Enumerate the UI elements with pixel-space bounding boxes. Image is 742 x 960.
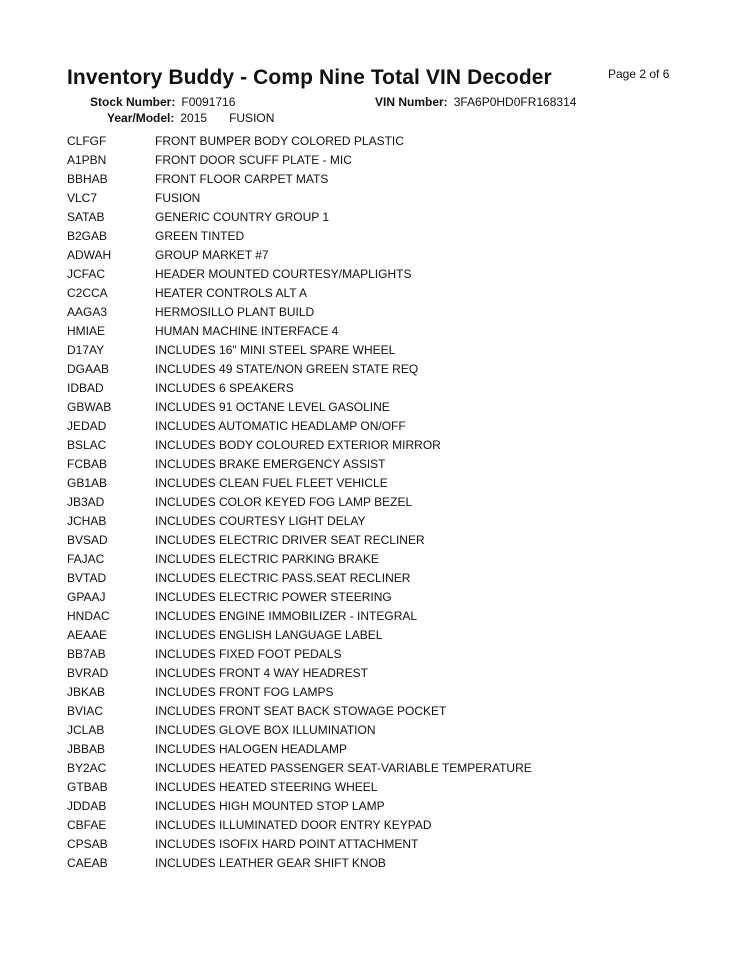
option-code: BSLAC <box>67 438 107 452</box>
option-row <box>67 588 687 607</box>
option-description: INCLUDES FRONT SEAT BACK STOWAGE POCKET <box>155 704 447 718</box>
option-row <box>67 303 687 322</box>
option-row <box>67 626 687 645</box>
option-description: INCLUDES ILLUMINATED DOOR ENTRY KEYPAD <box>155 818 432 832</box>
document-title: Inventory Buddy - Comp Nine Total VIN Decoder <box>67 66 552 89</box>
option-description: INCLUDES ELECTRIC PASS.SEAT RECLINER <box>155 571 411 585</box>
option-description: HEADER MOUNTED COURTESY/MAPLIGHTS <box>155 267 412 281</box>
option-code: AAGA3 <box>67 305 108 319</box>
option-code: JDDAB <box>67 799 107 813</box>
stock-number-value: F0091716 <box>181 95 236 109</box>
option-code: CAEAB <box>67 856 108 870</box>
option-code: ADWAH <box>67 248 112 262</box>
option-row <box>67 493 687 512</box>
option-row <box>67 531 687 550</box>
option-code: BVTAD <box>67 571 107 585</box>
option-row <box>67 208 687 227</box>
option-description: INCLUDES ELECTRIC PARKING BRAKE <box>155 552 379 566</box>
option-code: GPAAJ <box>67 590 106 604</box>
option-code: BY2AC <box>67 761 107 775</box>
option-code: B2GAB <box>67 229 108 243</box>
option-code: A1PBN <box>67 153 107 167</box>
model-value: FUSION <box>229 111 275 125</box>
option-description: FRONT DOOR SCUFF PLATE - MIC <box>155 153 352 167</box>
option-description: INCLUDES ELECTRIC DRIVER SEAT RECLINER <box>155 533 425 547</box>
option-description: GROUP MARKET #7 <box>155 248 269 262</box>
option-code: JBBAB <box>67 742 106 756</box>
option-code: HMIAE <box>67 324 106 338</box>
option-row <box>67 436 687 455</box>
option-row <box>67 398 687 417</box>
option-row <box>67 379 687 398</box>
option-code: JBKAB <box>67 685 106 699</box>
option-description: HUMAN MACHINE INTERFACE 4 <box>155 324 339 338</box>
option-code: CBFAE <box>67 818 107 832</box>
option-code: FCBAB <box>67 457 108 471</box>
vin-number-field <box>375 95 576 109</box>
option-row <box>67 778 687 797</box>
option-description: INCLUDES AUTOMATIC HEADLAMP ON/OFF <box>155 419 406 433</box>
option-description: INCLUDES BRAKE EMERGENCY ASSIST <box>155 457 386 471</box>
option-row <box>67 417 687 436</box>
option-description: HERMOSILLO PLANT BUILD <box>155 305 315 319</box>
option-code: BVSAD <box>67 533 108 547</box>
option-code: BB7AB <box>67 647 106 661</box>
option-description: INCLUDES CLEAN FUEL FLEET VEHICLE <box>155 476 388 490</box>
option-description: INCLUDES ENGLISH LANGUAGE LABEL <box>155 628 383 642</box>
option-description: GENERIC COUNTRY GROUP 1 <box>155 210 330 224</box>
option-row <box>67 170 687 189</box>
option-code: JCHAB <box>67 514 107 528</box>
option-row <box>67 854 687 873</box>
option-description: INCLUDES 91 OCTANE LEVEL GASOLINE <box>155 400 390 414</box>
year-model-label: Year/Model: <box>107 111 175 125</box>
option-description: INCLUDES 6 SPEAKERS <box>155 381 294 395</box>
option-code: SATAB <box>67 210 105 224</box>
option-description: INCLUDES HEATED PASSENGER SEAT-VARIABLE TEMPERATURE <box>155 761 532 775</box>
option-code: GB1AB <box>67 476 108 490</box>
vin-number-label: VIN Number: <box>375 95 448 109</box>
option-description: FRONT FLOOR CARPET MATS <box>155 172 329 186</box>
option-description: INCLUDES COURTESY LIGHT DELAY <box>155 514 366 528</box>
option-row <box>67 132 687 151</box>
option-row <box>67 569 687 588</box>
option-description: INCLUDES ENGINE IMMOBILIZER - INTEGRAL <box>155 609 418 623</box>
option-code: D17AY <box>67 343 105 357</box>
option-description: GREEN TINTED <box>155 229 245 243</box>
option-description: INCLUDES ELECTRIC POWER STEERING <box>155 590 392 604</box>
option-row <box>67 816 687 835</box>
option-row <box>67 550 687 569</box>
option-row <box>67 322 687 341</box>
year-model-field <box>107 111 274 125</box>
option-description: INCLUDES HALOGEN HEADLAMP <box>155 742 348 756</box>
option-code: JEDAD <box>67 419 107 433</box>
option-row <box>67 759 687 778</box>
option-code: VLC7 <box>67 191 98 205</box>
stock-number-label: Stock Number: <box>90 95 176 109</box>
option-code: CPSAB <box>67 837 108 851</box>
option-row <box>67 740 687 759</box>
option-description: INCLUDES FRONT FOG LAMPS <box>155 685 334 699</box>
option-description: FUSION <box>155 191 201 205</box>
option-code: FAJAC <box>67 552 105 566</box>
option-code: GTBAB <box>67 780 108 794</box>
option-row <box>67 360 687 379</box>
option-row <box>67 683 687 702</box>
option-row <box>67 645 687 664</box>
option-row <box>67 721 687 740</box>
option-description: INCLUDES HIGH MOUNTED STOP LAMP <box>155 799 385 813</box>
option-code: JCLAB <box>67 723 105 737</box>
stock-number-field <box>90 95 235 109</box>
option-description: INCLUDES FRONT 4 WAY HEADREST <box>155 666 368 680</box>
option-description: INCLUDES FIXED FOOT PEDALS <box>155 647 342 661</box>
option-code: HNDAC <box>67 609 110 623</box>
option-row <box>67 227 687 246</box>
option-description: INCLUDES HEATED STEERING WHEEL <box>155 780 378 794</box>
option-description: INCLUDES BODY COLOURED EXTERIOR MIRROR <box>155 438 441 452</box>
option-row <box>67 474 687 493</box>
option-description: HEATER CONTROLS ALT A <box>155 286 308 300</box>
option-row <box>67 797 687 816</box>
option-row <box>67 835 687 854</box>
option-code: DGAAB <box>67 362 110 376</box>
option-row <box>67 664 687 683</box>
option-code: CLFGF <box>67 134 107 148</box>
option-row <box>67 607 687 626</box>
option-row <box>67 246 687 265</box>
year-value: 2015 <box>180 111 208 125</box>
option-row <box>67 151 687 170</box>
option-description: INCLUDES LEATHER GEAR SHIFT KNOB <box>155 856 386 870</box>
option-row <box>67 512 687 531</box>
option-description: FRONT BUMPER BODY COLORED PLASTIC <box>155 134 404 148</box>
option-row <box>67 284 687 303</box>
option-code: BBHAB <box>67 172 108 186</box>
option-code: JCFAC <box>67 267 106 281</box>
option-code: IDBAD <box>67 381 104 395</box>
option-description: INCLUDES GLOVE BOX ILLUMINATION <box>155 723 376 737</box>
option-code-list <box>67 132 687 873</box>
option-row <box>67 265 687 284</box>
option-code: C2CCA <box>67 286 108 300</box>
option-description: INCLUDES ISOFIX HARD POINT ATTACHMENT <box>155 837 419 851</box>
option-code: BVRAD <box>67 666 109 680</box>
vin-number-value: 3FA6P0HD0FR168314 <box>453 95 577 109</box>
option-code: AEAAE <box>67 628 108 642</box>
option-row <box>67 189 687 208</box>
option-code: BVIAC <box>67 704 104 718</box>
option-code: GBWAB <box>67 400 112 414</box>
option-row <box>67 455 687 474</box>
option-code: JB3AD <box>67 495 105 509</box>
option-description: INCLUDES 49 STATE/NON GREEN STATE REQ <box>155 362 419 376</box>
option-row <box>67 341 687 360</box>
option-row <box>67 702 687 721</box>
option-description: INCLUDES COLOR KEYED FOG LAMP BEZEL <box>155 495 413 509</box>
option-description: INCLUDES 16" MINI STEEL SPARE WHEEL <box>155 343 396 357</box>
page-number: Page 2 of 6 <box>608 67 670 81</box>
